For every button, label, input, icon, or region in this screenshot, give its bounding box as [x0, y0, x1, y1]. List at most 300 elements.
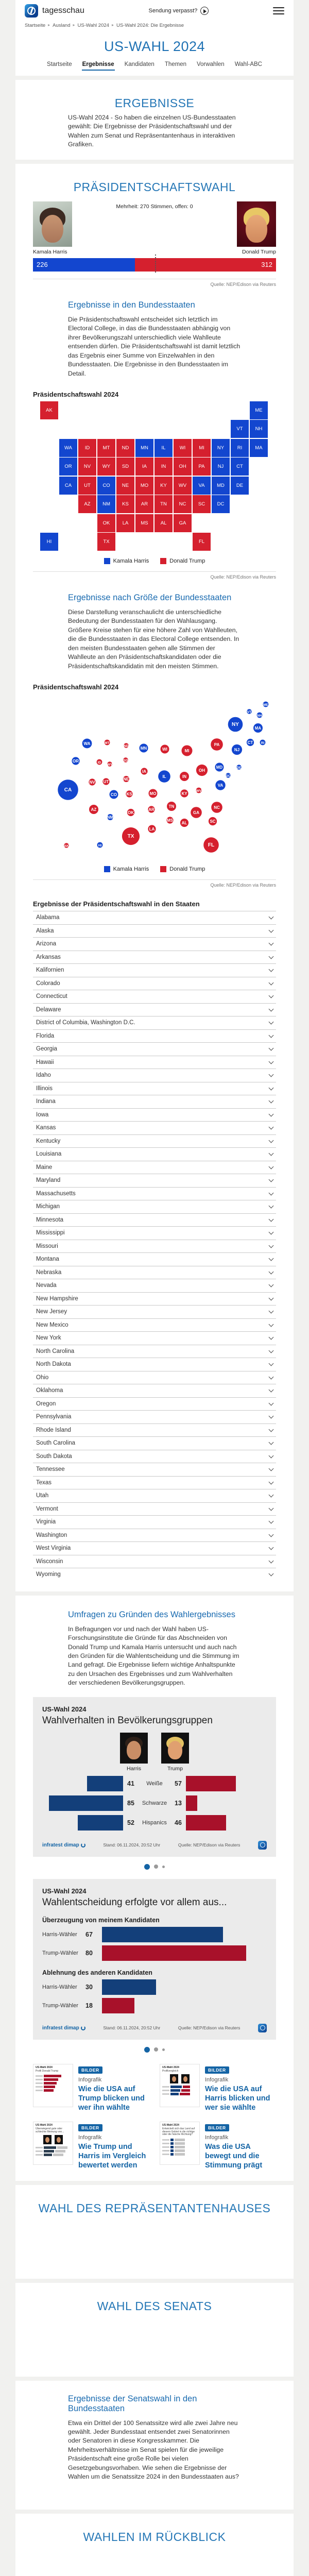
state-accordion-fl[interactable]: [33, 1029, 276, 1043]
bubble-label: CO: [111, 792, 117, 798]
map-state-ca[interactable]: CA: [59, 477, 77, 495]
breadcrumb-link[interactable]: Ausland: [53, 23, 71, 28]
state-accordion-wv[interactable]: [33, 1541, 276, 1555]
card-senatswahl-ergebnisse: [15, 2381, 294, 2510]
value-label: 80: [85, 1949, 93, 1957]
bubble-label: CA: [64, 787, 72, 793]
teaser-title: Was die USA bewegt und die Stimmung prägt: [205, 2143, 263, 2170]
stand-label: Stand: 06.11.2024, 20:52 Uhr: [103, 2025, 161, 2031]
carousel-dots[interactable]: [33, 1864, 276, 1870]
state-accordion-md[interactable]: [33, 1174, 276, 1187]
chevron-down-icon: [269, 1321, 274, 1327]
state-name: New Mexico: [36, 1321, 68, 1328]
chevron-down-icon: [269, 1177, 274, 1182]
state-name: Indiana: [36, 1098, 56, 1105]
map-state-ga[interactable]: GA: [174, 514, 192, 532]
chevron-down-icon: [269, 1427, 274, 1432]
card-repraesentantenhaus: [15, 2185, 294, 2279]
chevron-down-icon: [269, 1216, 274, 1222]
state-name: Rhode Island: [36, 1427, 71, 1433]
us-choropleth-map: [40, 401, 269, 552]
state-accordion-la[interactable]: [33, 1147, 276, 1161]
teaser-thumbnail: US-Wahl 2024 Profil Donald Trump: [33, 2064, 73, 2107]
map-state-ut[interactable]: UT: [78, 477, 96, 495]
map-state-la[interactable]: LA: [116, 514, 134, 532]
state-name: Connecticut: [36, 993, 67, 1000]
map-state-ne[interactable]: NE: [116, 477, 134, 495]
map-state-sd[interactable]: SD: [116, 457, 134, 476]
state-accordion-az[interactable]: [33, 937, 276, 951]
map-state-nc[interactable]: NC: [174, 495, 192, 513]
map-state-md[interactable]: MD: [212, 477, 230, 495]
state-name: New York: [36, 1335, 61, 1342]
state-accordion-co[interactable]: [33, 977, 276, 990]
harris-bar: [102, 1979, 156, 1995]
bubble-label: HI: [98, 844, 102, 848]
bubble-label: SD: [123, 759, 128, 763]
state-accordion-tx[interactable]: [33, 1476, 276, 1489]
state-accordion-ut[interactable]: [33, 1489, 276, 1502]
chevron-down-icon: [269, 1295, 274, 1300]
state-accordion-nj[interactable]: [33, 1305, 276, 1318]
source-label: Quelle: NEP/Edison via Reuters: [178, 1842, 241, 1848]
trump-bar: [186, 1776, 236, 1791]
state-accordion-dc[interactable]: [33, 1016, 276, 1029]
size-text: Diese Darstellung veranschaulicht die unterschiedliche Bedeutung der Bundesstaaten für den Wahlausgang. Größere Kreise stehen für eine höhere Zahl von Wahlleuten, die die Bundesstaaten in das Electoral College entsenden. In den meisten Bundesstaaten gehen alle Stimmen der Wahlleute an den Präsidentschaftskandidaten oder die Präsidentschaftskandidatin mit den meisten Stimmen.: [68, 608, 239, 670]
state-name: Wisconsin: [36, 1558, 63, 1565]
state-accordion-or[interactable]: [33, 1397, 276, 1411]
chevron-down-icon: [269, 1558, 274, 1563]
bubble-label: OH: [199, 768, 205, 773]
candidate-hero: [33, 201, 276, 257]
chevron-down-icon: [269, 1269, 274, 1274]
state-accordion-oh[interactable]: [33, 1371, 276, 1384]
demographic-bars: [42, 1776, 267, 1831]
bubble-label: WA: [83, 741, 91, 747]
state-accordion-ga[interactable]: [33, 1042, 276, 1056]
breadcrumb-separator: ▸: [111, 23, 114, 27]
source-label: Quelle: NEP/Edison via Reuters: [178, 2025, 241, 2031]
chevron-down-icon: [269, 1190, 274, 1195]
carousel-dots[interactable]: [33, 2047, 276, 2053]
size-heading: Ergebnisse nach Größe der Bundesstaaten: [68, 592, 232, 602]
state-accordion-sd[interactable]: [33, 1450, 276, 1463]
chevron-down-icon: [269, 1400, 274, 1405]
chevron-down-icon: [269, 1348, 274, 1353]
state-name: Massachusetts: [36, 1190, 76, 1197]
decision-row: [42, 1945, 267, 1961]
map-state-sc[interactable]: SC: [193, 495, 211, 513]
map-state-me[interactable]: ME: [250, 401, 268, 419]
state-accordion-ar[interactable]: [33, 951, 276, 964]
map-state-ok[interactable]: OK: [97, 514, 115, 532]
state-name: Nevada: [36, 1282, 57, 1289]
page-title: US-WAHL 2024: [104, 39, 205, 54]
ard-logo-icon: [258, 1841, 267, 1850]
tab-bar: [25, 60, 284, 76]
card-rueckblick: [15, 2514, 294, 2576]
electoral-vote-bar: [33, 258, 276, 272]
chevron-down-icon: [269, 1532, 274, 1537]
chevron-down-icon: [269, 954, 274, 959]
tagesschau-logo[interactable]: [25, 4, 84, 18]
state-accordion-wi[interactable]: [33, 1555, 276, 1568]
state-name: Alaska: [36, 927, 54, 934]
map-state-ak[interactable]: AK: [40, 401, 58, 419]
tab-themen[interactable]: Themen: [164, 61, 186, 67]
chevron-down-icon: [269, 1479, 274, 1484]
decision-group-heading: Überzeugung von meinem Kandidaten: [42, 1916, 160, 1924]
bubble-label: WI: [162, 747, 167, 752]
state-accordion-in[interactable]: [33, 1095, 276, 1108]
state-name: Colorado: [36, 980, 60, 987]
chevron-down-icon: [269, 1151, 274, 1156]
legend-key: Donald Trump: [160, 558, 205, 564]
state-accordion-mo[interactable]: [33, 1240, 276, 1253]
state-accordion-mn[interactable]: [33, 1213, 276, 1227]
state-name: Ohio: [36, 1374, 49, 1381]
map-state-mt[interactable]: MT: [97, 439, 115, 457]
state-name: Tennessee: [36, 1466, 65, 1473]
breadcrumb-separator: ▸: [48, 23, 50, 27]
state-accordion-mt[interactable]: [33, 1252, 276, 1266]
chevron-down-icon: [269, 980, 274, 985]
bubble-label: CT: [247, 740, 253, 745]
teaser-link-3[interactable]: [33, 2122, 149, 2170]
trump-value: 13: [175, 1799, 182, 1807]
card-praesidentschaftswahl: [15, 164, 294, 1591]
state-accordion-ok[interactable]: [33, 1384, 276, 1397]
decision-row: [42, 1998, 267, 2013]
map-state-ms[interactable]: MS: [135, 514, 153, 532]
ard-logo-icon: [258, 2024, 267, 2032]
donald-trump-photo: [237, 201, 276, 247]
teaser-kicker: Infografik: [205, 2076, 229, 2083]
state-accordion-ak[interactable]: [33, 924, 276, 938]
state-name: Montana: [36, 1256, 59, 1263]
state-accordion-ca[interactable]: [33, 963, 276, 977]
tab-vorwahlen[interactable]: Vorwahlen: [197, 61, 225, 67]
trump-bar: [186, 1795, 197, 1811]
trump-bar: [102, 1945, 246, 1961]
breadcrumb-link[interactable]: US-Wahl 2024: [77, 23, 109, 28]
state-accordion-nc[interactable]: [33, 1345, 276, 1358]
harris-value: 52: [127, 1819, 134, 1826]
map-state-id[interactable]: ID: [78, 439, 96, 457]
chevron-down-icon: [269, 1006, 274, 1011]
trump-bar: [186, 1815, 226, 1831]
map-state-nm[interactable]: NM: [97, 495, 115, 513]
bubble-label: LA: [149, 827, 155, 832]
state-accordion-ny[interactable]: [33, 1331, 276, 1345]
breadcrumb-link[interactable]: US-Wahl 2024: Die Ergebnisse: [116, 23, 184, 28]
decision-row: [42, 1927, 267, 1942]
map-state-de[interactable]: DE: [231, 477, 249, 495]
candidate-name-harris: Kamala Harris: [33, 248, 67, 255]
state-name: Iowa: [36, 1111, 49, 1118]
map-state-ct[interactable]: CT: [231, 457, 249, 476]
state-accordion-nd[interactable]: [33, 1358, 276, 1371]
state-name: North Carolina: [36, 1348, 75, 1354]
state-accordion-ri[interactable]: [33, 1423, 276, 1437]
teaser-link-4[interactable]: [160, 2122, 276, 2170]
sendung-verpasst-link[interactable]: [149, 7, 209, 15]
state-accordion-va[interactable]: [33, 1515, 276, 1529]
tab-ergebnisse[interactable]: Ergebnisse: [82, 60, 115, 71]
map-state-vt[interactable]: VT: [231, 420, 249, 438]
state-name: Missouri: [36, 1243, 58, 1249]
map-state-mn[interactable]: MN: [135, 439, 153, 457]
chevron-down-icon: [269, 1125, 274, 1130]
map-state-az[interactable]: AZ: [78, 495, 96, 513]
chevron-down-icon: [269, 1466, 274, 1471]
map-state-dc[interactable]: DC: [212, 495, 230, 513]
map-state-wi[interactable]: WI: [174, 439, 192, 457]
bilder-badge: BILDER: [205, 2124, 229, 2131]
senatswahl-heading: Ergebnisse der Senatswahl in den Bundesstaaten: [68, 2394, 197, 2413]
state-name: Alabama: [36, 914, 60, 921]
card-senat: [15, 2283, 294, 2377]
teaser-kicker: Infografik: [205, 2134, 229, 2141]
harris-headshot: [120, 1733, 148, 1764]
state-accordion-ky[interactable]: [33, 1134, 276, 1148]
bubble-label: MD: [216, 765, 223, 770]
map-state-nh[interactable]: NH: [250, 420, 268, 438]
state-name: Texas: [36, 1479, 52, 1486]
chevron-down-icon: [269, 1032, 274, 1038]
chevron-down-icon: [269, 914, 274, 920]
umfragen-text: In Befragungen vor und nach der Wahl haben US-Forschungsinstitute die Gründe für das Abschneiden von Donald Trump und Kamala Harris untersucht und auch nach den Gründen für die Wahlentscheidung und die Stimmung im Land gefragt. Die Ergebnisse liefern wichtige Anhaltspunkte zu den Ursachen des Ergebnisses und zum Wahlverhalten der verschiedenen Bevölkerungsgruppen.: [68, 1625, 239, 1687]
state-accordion-ct[interactable]: [33, 990, 276, 1003]
teaser-link-2[interactable]: [160, 2064, 276, 2112]
bubble-label: AK: [64, 844, 69, 849]
map-state-va[interactable]: VA: [193, 477, 211, 495]
map-state-pa[interactable]: PA: [193, 457, 211, 476]
bilder-badge: BILDER: [78, 2066, 102, 2074]
trump-bar: [102, 1998, 134, 2013]
state-accordion-id[interactable]: [33, 1069, 276, 1082]
brand-word: tagesschau: [42, 6, 84, 15]
state-name: Wyoming: [36, 1571, 61, 1578]
bubble-label: FL: [208, 842, 215, 849]
state-name: Maryland: [36, 1177, 61, 1184]
chevron-down-icon: [269, 1204, 274, 1209]
map-state-co[interactable]: CO: [97, 477, 115, 495]
map-state-in[interactable]: IN: [154, 457, 173, 476]
map-label: Präsidentschaftswahl 2024: [33, 390, 119, 398]
voter-group-label: Trump-Wähler: [42, 1950, 78, 1956]
state-accordion-ks[interactable]: [33, 1121, 276, 1134]
infographic-wahlverhalten: [33, 1697, 276, 1857]
map-state-ks[interactable]: KS: [116, 495, 134, 513]
chevron-down-icon: [269, 1020, 274, 1025]
bubble-label: MA: [254, 726, 262, 731]
state-accordion-ne[interactable]: [33, 1266, 276, 1279]
map-state-ky[interactable]: KY: [154, 477, 173, 495]
state-name: Washington: [36, 1532, 67, 1538]
map-state-mi[interactable]: MI: [193, 439, 211, 457]
chevron-down-icon: [269, 1256, 274, 1261]
decision-row: [42, 1979, 267, 1995]
ergebnisse-intro: US-Wahl 2024 - So haben die einzelnen US-Bundesstaaten gewählt: Die Ergebnisse der Präsidentschaftswahl und der Wahlen zum Senat und Repräsentantenhaus in interaktiven Grafiken.: [68, 114, 236, 148]
us-bubble-cartogram: [33, 694, 276, 860]
state-name: Kansas: [36, 1125, 56, 1131]
chevron-down-icon: [269, 1440, 274, 1445]
state-accordion-il[interactable]: [33, 1082, 276, 1095]
breadcrumb-link[interactable]: Startseite: [25, 23, 46, 28]
tagesschau-app-icon: [25, 4, 38, 18]
bubble-label: VT: [247, 710, 252, 715]
teaser-title: Wie die USA auf Harris blicken und wer sie wählte: [205, 2084, 270, 2112]
voter-group-label: Harris-Wähler: [42, 1931, 77, 1938]
value-label: 30: [85, 1983, 93, 1991]
chevron-down-icon: [269, 941, 274, 946]
state-accordion-tn[interactable]: [33, 1463, 276, 1476]
bubble-label: ME: [263, 703, 268, 707]
category-label: Hispanics: [142, 1819, 167, 1826]
map-state-al[interactable]: AL: [154, 514, 173, 532]
state-name: Utah: [36, 1493, 49, 1499]
bubble-label: WV: [196, 789, 202, 793]
demographic-row-weiße: [42, 1776, 267, 1791]
stand-label: Stand: 06.11.2024, 20:52 Uhr: [103, 1842, 161, 1848]
harris-bar: [49, 1795, 124, 1811]
state-accordion-ms[interactable]: [33, 1226, 276, 1240]
state-name: Pennsylvania: [36, 1414, 72, 1420]
state-accordion-de[interactable]: [33, 1003, 276, 1016]
chevron-down-icon: [269, 1111, 274, 1116]
state-accordion-wy[interactable]: [33, 1568, 276, 1581]
chevron-down-icon: [269, 967, 274, 972]
map-state-fl[interactable]: FL: [193, 533, 211, 551]
state-name: South Carolina: [36, 1440, 76, 1447]
chevron-down-icon: [269, 1545, 274, 1550]
ev-bar-harris: 226: [33, 258, 135, 272]
tab-startseite[interactable]: Startseite: [47, 61, 72, 67]
bubble-label: OR: [73, 759, 79, 764]
bubble-label: IN: [182, 774, 186, 779]
bilder-badge: BILDER: [78, 2124, 102, 2131]
state-accordion-nm[interactable]: [33, 1318, 276, 1332]
map-state-tn[interactable]: TN: [154, 495, 173, 513]
trump-value: 46: [175, 1819, 182, 1826]
bubble-label: MI: [184, 749, 190, 754]
chevron-down-icon: [269, 993, 274, 998]
bubble-label: AZ: [91, 807, 97, 812]
map-state-wy[interactable]: WY: [97, 457, 115, 476]
state-list-heading: Ergebnisse der Präsidentschaftswahl in den Staaten: [33, 900, 200, 908]
state-accordion-ia[interactable]: [33, 1108, 276, 1122]
map-state-il[interactable]: IL: [154, 439, 173, 457]
teaser-link-1[interactable]: [33, 2064, 149, 2112]
state-name: New Hampshire: [36, 1295, 78, 1302]
tab-kandidaten[interactable]: Kandidaten: [124, 61, 154, 67]
breadcrumb: [25, 22, 284, 32]
hamburger-menu-icon[interactable]: [273, 7, 284, 15]
infographic-wahlentscheidung: [33, 1879, 276, 2040]
state-accordion-al[interactable]: [33, 911, 276, 924]
map-state-hi[interactable]: HI: [40, 533, 58, 551]
infographic-title: Wahlverhalten in Bevölkerungsgruppen: [42, 1715, 213, 1726]
states-heading: Ergebnisse in den Bundesstaaten: [68, 300, 195, 310]
card-umfragen: [15, 1596, 294, 2181]
map-state-wa[interactable]: WA: [59, 439, 77, 457]
map-state-nd[interactable]: ND: [116, 439, 134, 457]
map-state-tx[interactable]: TX: [97, 533, 115, 551]
bubble-label: NM: [107, 815, 114, 820]
map-state-ma[interactable]: MA: [250, 439, 268, 457]
chevron-down-icon: [269, 1164, 274, 1169]
bubble-label: AL: [181, 821, 187, 826]
chevron-down-icon: [269, 1309, 274, 1314]
bubble-label: SC: [210, 819, 216, 824]
state-accordion-me[interactable]: [33, 1161, 276, 1174]
chevron-down-icon: [269, 1387, 274, 1393]
bubble-label: MS: [167, 818, 173, 823]
chevron-down-icon: [269, 1374, 274, 1379]
map-state-or[interactable]: OR: [59, 457, 77, 476]
map-state-ar[interactable]: AR: [135, 495, 153, 513]
state-accordion-pa[interactable]: [33, 1410, 276, 1423]
state-accordion-hi[interactable]: [33, 1056, 276, 1069]
bubble-label: NJ: [234, 748, 240, 753]
map-state-nv[interactable]: NV: [78, 457, 96, 476]
legend-key: Kamala Harris: [104, 558, 149, 564]
harris-bar: [78, 1815, 123, 1831]
infographic-kicker: US-Wahl 2024: [42, 1705, 87, 1713]
state-accordion-mi[interactable]: [33, 1200, 276, 1213]
candidate-name-trump: Donald Trump: [242, 248, 276, 255]
value-label: 67: [85, 1930, 93, 1938]
state-accordion-nv[interactable]: [33, 1279, 276, 1292]
harris-value: 41: [127, 1780, 134, 1787]
tab-wahl-abc[interactable]: Wahl-ABC: [234, 61, 262, 67]
state-accordion-wa[interactable]: [33, 1529, 276, 1542]
state-name: Kalifornien: [36, 967, 64, 974]
map-state-oh[interactable]: OH: [174, 457, 192, 476]
map-state-nj[interactable]: NJ: [212, 457, 230, 476]
teaser-thumbnail: US-Wahl 2024 Profilvergleich: [160, 2064, 200, 2107]
state-name: Kentucky: [36, 1138, 61, 1144]
state-accordion-nh[interactable]: [33, 1292, 276, 1306]
chevron-down-icon: [269, 1571, 274, 1577]
state-accordion-ma[interactable]: [33, 1187, 276, 1200]
chevron-down-icon: [269, 1453, 274, 1458]
state-accordion-sc[interactable]: [33, 1436, 276, 1450]
teaser-kicker: Infografik: [78, 2076, 102, 2083]
bubble-label: DC: [226, 774, 231, 778]
state-accordion-vt[interactable]: [33, 1502, 276, 1516]
map-state-mo[interactable]: MO: [135, 477, 153, 495]
map-state-ri[interactable]: RI: [231, 439, 249, 457]
chevron-down-icon: [269, 1046, 274, 1051]
bubble-label: ND: [124, 744, 129, 749]
legend-swatch: [104, 558, 110, 564]
map-state-wv[interactable]: WV: [174, 477, 192, 495]
state-name: Delaware: [36, 1006, 61, 1013]
bubble-label: TX: [127, 834, 134, 840]
state-name: West Virginia: [36, 1545, 71, 1552]
senatswahl-text: Etwa ein Drittel der 100 Senatssitze wird alle zwei Jahre neu gewählt. Jeder Bundesstaat entsendet zwei Senatorinnen oder Senatoren in diese Kongresskammer. Die Mehrheitsverhältnisse im Senat spielen für die jeweilige Präsidentschaft eine große Rolle bei vielen Gesetzgebungsvorhaben. Wie sehen die Ergebnisse der Wahlen um die Senatssitze 2024 in den Bundesstaaten aus?: [68, 2419, 239, 2481]
map-state-ny[interactable]: NY: [212, 439, 230, 457]
legend-swatch: [104, 866, 110, 872]
map-state-ia[interactable]: IA: [135, 457, 153, 476]
states-text: Die Präsidentschaftswahl entscheidet sich letztlich im Electoral College, in das die Bundesstaaten abhängig von ihrer Bevölkerungszahl unterschiedlich viele Wahlleute entsenden dürfen. Die Präsidentschaftswahl ist damit letztlich das Ergebnis einer Summe von Einzelwahlen in den Bundesstaaten. Die Ergebnisse in den Bundesstaaten im Detail.: [68, 315, 241, 377]
bubble-label: ID: [97, 761, 101, 765]
chevron-down-icon: [269, 1098, 274, 1104]
value-label: 18: [85, 2002, 93, 2009]
state-name: Hawaii: [36, 1059, 54, 1065]
